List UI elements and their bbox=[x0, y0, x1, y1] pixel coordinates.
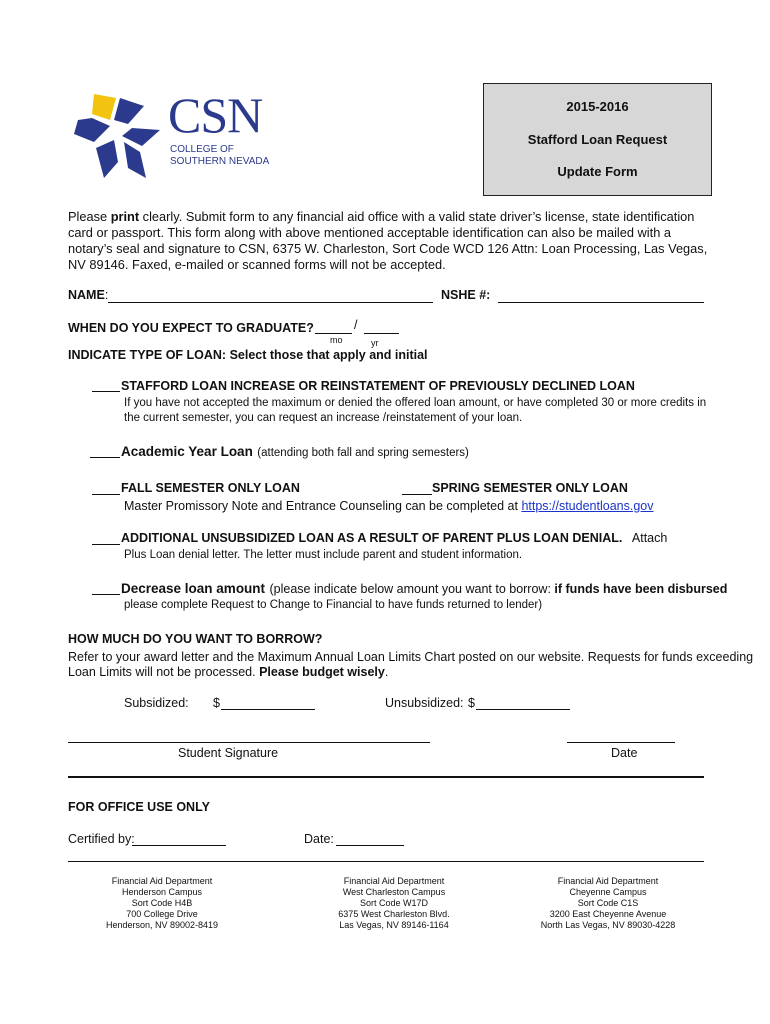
opt3-label: FALL SEMESTER ONLY LOAN bbox=[121, 481, 300, 495]
footer-cheyenne: Financial Aid Department Cheyenne Campus Sort Code C1S 3200 East Cheyenne Avenue North Las Vegas, NV 89030-4228 bbox=[540, 876, 676, 930]
office-heading: FOR OFFICE USE ONLY bbox=[68, 800, 210, 814]
form-title: Stafford Loan Request bbox=[527, 132, 668, 147]
office-date-label: Date: bbox=[304, 832, 334, 846]
graduate-year-field[interactable] bbox=[364, 333, 399, 334]
footer-west-charleston: Financial Aid Department West Charleston Campus Sort Code W17D 6375 West Charleston Blvd. Las Vegas, NV 89146-1164 bbox=[338, 876, 450, 930]
opt5-row bbox=[121, 531, 667, 545]
footer-henderson: Financial Aid Department Henderson Campus Sort Code H4B 700 College Drive Henderson, NV 89002-8419 bbox=[105, 876, 219, 930]
studentloans-link[interactable]: https://studentloans.gov bbox=[521, 499, 654, 513]
unsubsidized-dollar: $ bbox=[468, 696, 475, 710]
signature-date-label: Date bbox=[611, 746, 638, 760]
month-hint: mo bbox=[330, 335, 343, 345]
opt2-label: Academic Year Loan bbox=[121, 444, 253, 459]
opt6-row bbox=[121, 580, 727, 598]
signature-date-field[interactable] bbox=[567, 742, 675, 743]
nshe-field[interactable] bbox=[498, 302, 704, 303]
opt1-label: STAFFORD LOAN INCREASE OR REINSTATEMENT OF PREVIOUSLY DECLINED LOAN bbox=[121, 379, 635, 393]
csn-logo bbox=[70, 87, 270, 185]
logo-line2: SOUTHERN NEVADA bbox=[170, 156, 270, 167]
opt6-label: Decrease loan amount bbox=[121, 581, 266, 596]
opt5-attach: Attach bbox=[631, 531, 668, 545]
graduate-label: WHEN DO YOU EXPECT TO GRADUATE? bbox=[68, 321, 314, 335]
loan-type-heading: INDICATE TYPE OF LOAN: Select those that apply and initial bbox=[68, 348, 428, 362]
opt2-row bbox=[121, 443, 469, 461]
borrow-text-line1: Refer to your award letter and the Maximum Annual Loan Limits Chart posted on our website. Requests for funds exceeding bbox=[68, 650, 754, 664]
opt34-desc: Master Promissory Note and Entrance Counseling can be completed at https://studentloans.gov bbox=[124, 499, 654, 513]
graduate-month-field[interactable] bbox=[315, 333, 352, 334]
form-subtitle: Update Form bbox=[557, 164, 638, 179]
graduate-slash: / bbox=[354, 318, 358, 332]
subsidized-dollar: $ bbox=[213, 696, 220, 710]
opt1-desc-line2: the current semester, you can request an increase /reinstatement of your loan. bbox=[124, 412, 523, 424]
form-year: 2015-2016 bbox=[566, 99, 629, 114]
divider-thick bbox=[68, 776, 704, 778]
opt2-desc: (attending both fall and spring semesters) bbox=[257, 447, 469, 459]
borrow-heading: HOW MUCH DO YOU WANT TO BORROW? bbox=[68, 632, 323, 646]
student-signature-label: Student Signature bbox=[178, 746, 279, 760]
opt6-initial-field[interactable] bbox=[92, 594, 120, 595]
borrow-text-line2: Loan Limits will not be processed. Please budget wisely. bbox=[68, 665, 389, 679]
opt5-desc: Plus Loan denial letter. The letter must include parent and student information. bbox=[124, 549, 523, 561]
certified-by-label: Certified by: bbox=[68, 832, 135, 846]
opt4-label: SPRING SEMESTER ONLY LOAN bbox=[432, 481, 628, 495]
name-field[interactable] bbox=[108, 302, 433, 303]
divider-thin bbox=[68, 861, 704, 862]
opt6-desc-line2: please complete Request to Change to Financial to have funds returned to lender) bbox=[124, 599, 543, 611]
opt1-initial-field[interactable] bbox=[92, 391, 120, 392]
name-label: NAME: bbox=[68, 288, 109, 302]
office-date-field[interactable] bbox=[336, 845, 404, 846]
intro-paragraph: Please print clearly. Submit form to any financial aid office with a valid state driver’s license, state identification card or passport. This form along with above mentioned acceptable identification can also be mailed with a notary’s seal and signature to CSN, 6375 W. Charleston, Sort Code WCD 126 Attn: Loan Processing, Las Vegas, NV 89146. Faxed, e-mailed or scanned forms will not be accepted. bbox=[68, 209, 708, 272]
opt1-desc-line1: If you have not accepted the maximum or denied the offered loan amount, or have completed 30 or more credits in bbox=[124, 397, 707, 409]
subsidized-amount-field[interactable] bbox=[221, 709, 315, 710]
opt6-bold: if funds have been disbursed bbox=[554, 582, 728, 596]
year-hint: yr bbox=[371, 338, 379, 348]
logo-abbrev: CSN bbox=[168, 87, 263, 143]
opt5-initial-field[interactable] bbox=[92, 544, 120, 545]
subsidized-label: Subsidized: bbox=[124, 696, 189, 710]
unsubsidized-amount-field[interactable] bbox=[476, 709, 570, 710]
student-signature-field[interactable] bbox=[68, 742, 430, 743]
nshe-label: NSHE #: bbox=[441, 288, 491, 302]
opt2-initial-field[interactable] bbox=[90, 457, 120, 458]
opt4-initial-field[interactable] bbox=[402, 494, 432, 495]
opt6-desc: (please indicate below amount you want to borrow: bbox=[269, 582, 555, 596]
opt5-label: ADDITIONAL UNSUBSIDIZED LOAN AS A RESULT OF PARENT PLUS LOAN DENIAL. bbox=[121, 531, 623, 545]
opt3-initial-field[interactable] bbox=[92, 494, 120, 495]
title-box bbox=[483, 83, 712, 196]
unsubsidized-label: Unsubsidized: bbox=[385, 696, 464, 710]
certified-by-field[interactable] bbox=[132, 845, 226, 846]
logo-line1: COLLEGE OF bbox=[170, 144, 234, 155]
